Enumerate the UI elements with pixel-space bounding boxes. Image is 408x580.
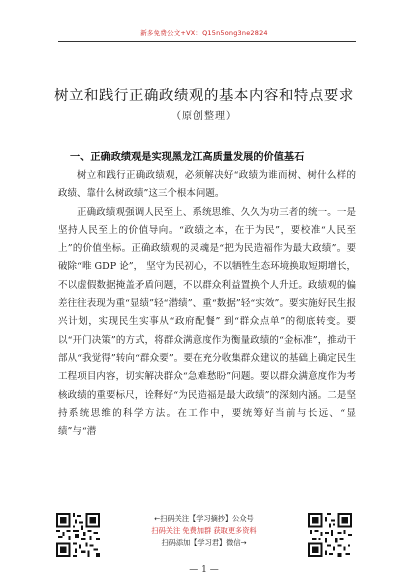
document-title: 树立和践行正确政绩观的基本内容和特点要求 [54, 88, 354, 104]
footer-line-follow: ←扫码关注【学习摘抄】公众号 [154, 514, 254, 523]
section-heading: 一、正确政绩观是实现黑龙江高质量发展的价值基石 [70, 152, 305, 163]
header-divider [58, 41, 356, 42]
body-paragraph: 树立和践行正确政绩观，必须解决好“政绩为谁而树、树什么样的政绩、靠什么树政绩”这三个根本问题。 [58, 170, 356, 200]
qr-code-icon[interactable] [308, 513, 352, 557]
body-paragraph: 正确政绩观强调人民至上、系统思维、久久为功三者的统一。一是坚持人民至上的价值导向。“政绩之本，在于为民”，要校准“人民至上”的价值坐标。正确政绩观的灵魂是“把为民造福作为最大政绩”。要破除“唯 GDP 论”， 坚守为民初心，不以牺牲生态环境换取短期增长，不以虚假数据掩盖矛盾问题，不以群众利益置换个人升迁。政绩观的偏差往往表现为重“显绩”轻“潜绩”、重“数据”轻“实效”。要实施好民生报兴计划，实现民生实事从“政府配餐” 到“群众点单”的彻底转变。要以“开门决策”的方式，将群众满意度作为衡量政绩的“金标准”，推动干部从“我觉得”转向“群众要”。要在充分收集群众建议的基础上确定民生工程项目内容，切实解决群众“急难愁盼”问题。要以群众满意度作为考核政绩的重要标尺，诠释好“为民造福是最大政绩”的深刻内涵。二是坚持系统思维的科学方法。在工作中，要统筹好当前与长远、“显绩”与“潜 [58, 206, 356, 438]
footer-line-wechat: 扫码添加【学习君】微信→ [161, 538, 247, 547]
document-body [58, 167, 356, 441]
page-number: — 1 — [189, 565, 219, 575]
page-footer [0, 513, 408, 575]
document-subtitle: （原创整理） [171, 111, 237, 122]
footer-line-free: 扫码关注 免费加群 获取更多资料 [151, 526, 257, 535]
qr-code-icon[interactable] [56, 513, 100, 557]
header-watermark: 新多免费公文+VX：Q15n5ong3ne2824 [140, 29, 268, 37]
